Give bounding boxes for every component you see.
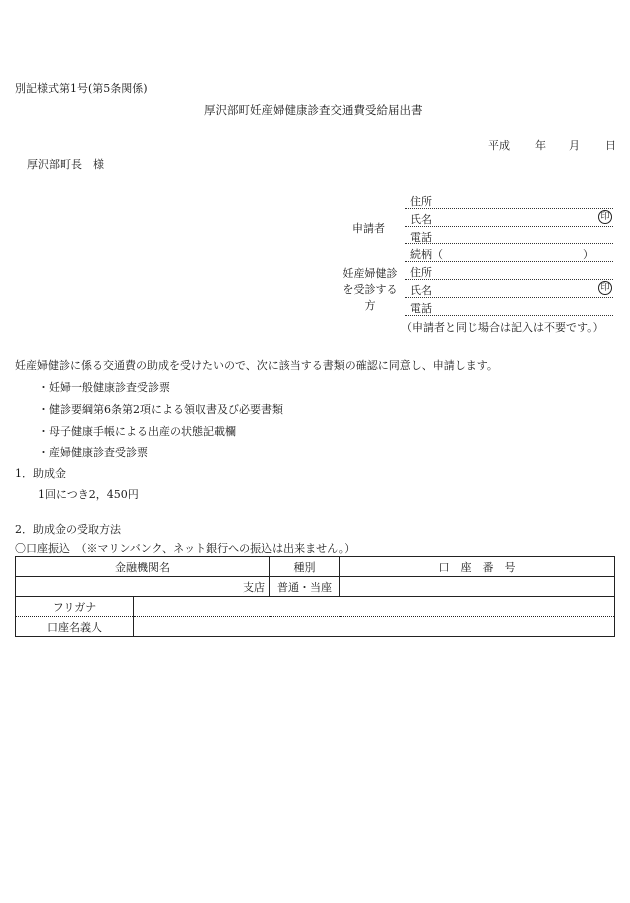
account-type-header: 種別 bbox=[270, 557, 340, 577]
date-day-label: 日 bbox=[605, 139, 616, 152]
branch-label: 支店 bbox=[243, 580, 265, 594]
account-holder-label: 口座名義人 bbox=[16, 617, 134, 637]
document-title: 厚沢部町妊産婦健康診査交通費受給届出書 bbox=[204, 103, 423, 117]
account-holder-field[interactable] bbox=[134, 617, 615, 637]
account-table bbox=[15, 556, 615, 637]
date-year-label: 年 bbox=[535, 139, 546, 152]
examinee-phone-label: 電話 bbox=[410, 302, 432, 315]
applicant-phone-field[interactable] bbox=[405, 243, 613, 244]
applicant-label: 申請者 bbox=[352, 222, 385, 235]
examinee-address-label: 住所 bbox=[410, 266, 432, 279]
applicant-address-label: 住所 bbox=[410, 195, 432, 208]
section1-heading: 1．助成金 bbox=[15, 467, 66, 480]
document-item-4: ・産婦健康診査受診票 bbox=[38, 446, 148, 459]
document-item-1: ・妊婦一般健康診査受診票 bbox=[38, 381, 170, 394]
applicant-relation-close: ） bbox=[583, 248, 594, 261]
examinee-note: （申請者と同じ場合は記入は不要です。） bbox=[401, 321, 604, 334]
examinee-label bbox=[342, 266, 398, 314]
examinee-seal-mark: 印 bbox=[598, 281, 612, 295]
bank-name-header: 金融機関名 bbox=[16, 557, 270, 577]
furigana-label: フリガナ bbox=[16, 597, 134, 617]
intro-text: 妊産婦健診に係る交通費の助成を受けたいので、次に該当する書類の確認に同意し、申請します。 bbox=[15, 359, 498, 372]
section2-heading: 2．助成金の受取方法 bbox=[15, 523, 121, 536]
examinee-name-label: 氏名 bbox=[410, 284, 432, 297]
form-number: 別記様式第1号(第5条関係) bbox=[15, 82, 148, 95]
document-item-3: ・母子健康手帳による出産の状態記載欄 bbox=[38, 425, 236, 438]
date-era: 平成 bbox=[488, 139, 510, 152]
document-item-2: ・健診要綱第6条第2項による領収書及び必要書類 bbox=[38, 403, 283, 416]
account-number-header: 口 座 番 号 bbox=[340, 557, 615, 577]
applicant-relation-label: 続柄（ bbox=[410, 248, 443, 261]
examinee-label-line1: 妊産婦健診 bbox=[342, 267, 398, 280]
applicant-phone-label: 電話 bbox=[410, 231, 432, 244]
examinee-name-field[interactable] bbox=[405, 297, 613, 298]
applicant-name-field[interactable] bbox=[405, 226, 613, 227]
examinee-label-line2: を受診する bbox=[342, 283, 398, 296]
applicant-name-label: 氏名 bbox=[410, 213, 432, 226]
applicant-seal-mark: 印 bbox=[598, 210, 612, 224]
addressee: 厚沢部町長 様 bbox=[27, 158, 104, 171]
furigana-field[interactable] bbox=[134, 597, 615, 617]
account-type-options[interactable]: 普通・当座 bbox=[270, 577, 340, 597]
applicant-relation-field[interactable] bbox=[405, 261, 613, 262]
examinee-phone-field[interactable] bbox=[405, 315, 613, 316]
subsidy-amount: 1回につき2，450円 bbox=[38, 488, 139, 501]
account-number-cell[interactable] bbox=[340, 577, 615, 597]
examinee-address-field[interactable] bbox=[405, 279, 613, 280]
branch-cell[interactable] bbox=[16, 577, 270, 597]
date-month-label: 月 bbox=[569, 139, 580, 152]
applicant-address-field[interactable] bbox=[405, 208, 613, 209]
bank-transfer-option: 〇口座振込 （※マリンバンク、ネット銀行への振込は出来ません。） bbox=[15, 542, 356, 555]
examinee-label-line3: 方 bbox=[364, 299, 376, 312]
